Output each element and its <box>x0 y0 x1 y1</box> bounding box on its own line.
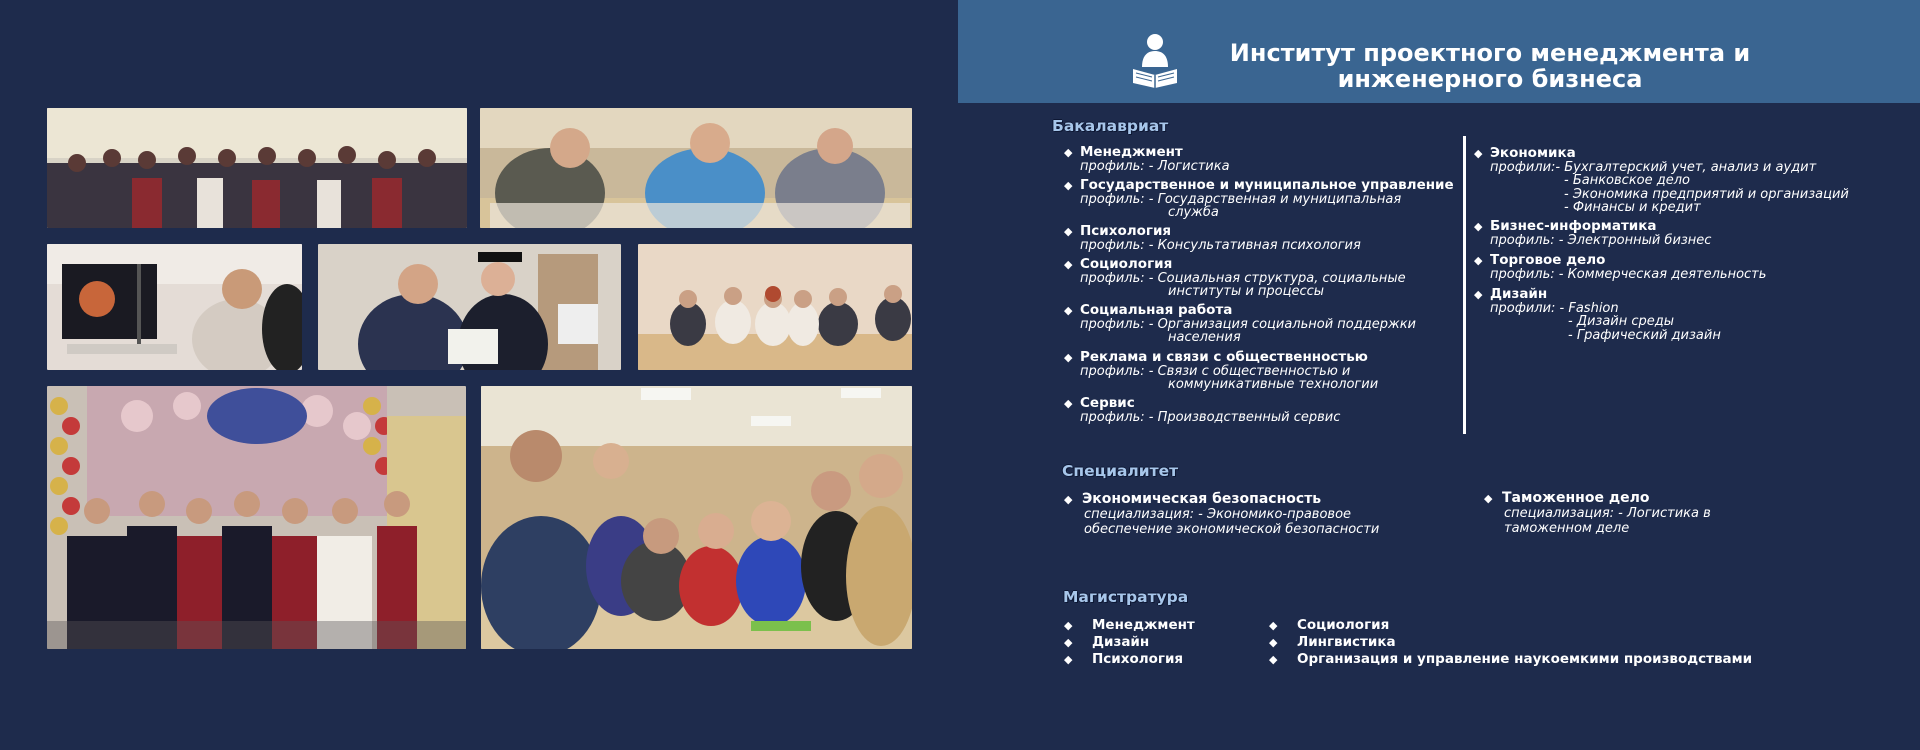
master-list-right <box>1269 617 1753 668</box>
bullet-icon: ◆ <box>1064 493 1073 506</box>
bullet-icon: ◆ <box>1474 254 1483 267</box>
master-item <box>1269 634 1752 651</box>
reading-student-icon <box>1130 33 1180 89</box>
section-title-specialist: Специалитет <box>1062 462 1179 480</box>
program-profile: профиль: - Государственная и муниципальная <box>1080 191 1402 207</box>
program-name: Менеджмент <box>1080 144 1183 160</box>
program-social-work <box>1064 302 1416 345</box>
program-profile: профиль: - Логистика <box>1080 158 1230 174</box>
program-profile: профили: - Fashion <box>1490 300 1619 316</box>
bullet-icon: ◆ <box>1064 179 1073 192</box>
program-profile-cont: служба <box>1168 205 1219 220</box>
program-name: Дизайн <box>1490 286 1548 302</box>
program-profile-cont: коммуникативные технологии <box>1168 377 1379 392</box>
program-customs <box>1484 490 1711 536</box>
program-economics <box>1474 145 1849 215</box>
program-trade <box>1474 252 1767 282</box>
program-name: Бизнес-информатика <box>1490 218 1657 234</box>
program-profile-cont: - Дизайн среды <box>1568 314 1675 329</box>
column-divider <box>1463 136 1466 434</box>
master-item-label: Организация и управление наукоемкими производствами <box>1297 651 1753 667</box>
section-title-master: Магистратура <box>1063 588 1189 606</box>
master-item <box>1064 617 1195 634</box>
master-item <box>1064 651 1195 668</box>
program-profile-cont: институты и процессы <box>1168 284 1325 299</box>
master-item-label: Психология <box>1092 651 1184 667</box>
program-service <box>1064 395 1341 425</box>
bullet-icon: ◆ <box>1474 147 1483 160</box>
bullet-icon: ◆ <box>1064 397 1073 410</box>
program-profile-cont: населения <box>1168 330 1241 345</box>
bullet-icon: ◆ <box>1064 351 1073 364</box>
program-name: Торговое дело <box>1490 252 1606 268</box>
program-name: Экономика <box>1490 145 1576 161</box>
program-name: Социальная работа <box>1080 302 1233 318</box>
program-state-management <box>1064 177 1454 220</box>
master-item-label: Менеджмент <box>1092 617 1195 633</box>
photo-group-graduates <box>47 108 467 228</box>
program-name: Таможенное дело <box>1502 490 1650 506</box>
bullet-icon: ◆ <box>1474 220 1483 233</box>
program-profile: профиль: - Организация социальной поддержки <box>1080 316 1416 332</box>
program-profile: профиль: - Связи с общественностью и <box>1080 363 1351 379</box>
bullet-icon: ◆ <box>1269 619 1278 632</box>
program-profile: профили:- Бухгалтерский учет, анализ и аудит <box>1490 159 1817 175</box>
program-specialization: специализация: - Экономико-правовое <box>1084 507 1352 522</box>
program-profile-cont: - Экономика предприятий и организаций <box>1564 186 1849 202</box>
bullet-icon: ◆ <box>1269 636 1278 649</box>
bullet-icon: ◆ <box>1064 304 1073 317</box>
program-profile: профиль: - Социальная структура, социальные <box>1080 270 1406 286</box>
program-specialization-cont: обеспечение экономической безопасности <box>1084 522 1380 537</box>
section-title-bachelor: Бакалавриат <box>1052 117 1169 135</box>
photo-graduate-diploma <box>318 244 621 370</box>
photo-students-group-work <box>481 386 912 649</box>
page-title <box>1190 40 1790 92</box>
program-name: Реклама и связи с общественностью <box>1080 349 1368 365</box>
master-item <box>1064 634 1195 651</box>
photo-students-writing <box>480 108 912 228</box>
master-list-left <box>1064 617 1195 668</box>
program-profile: профиль: - Производственный сервис <box>1080 409 1341 425</box>
bullet-icon: ◆ <box>1064 636 1073 649</box>
title-line-1: Институт проектного менеджмента и <box>1229 39 1751 67</box>
program-economic-security <box>1064 491 1380 537</box>
bullet-icon: ◆ <box>1474 288 1483 301</box>
program-sociology <box>1064 256 1406 299</box>
bullet-icon: ◆ <box>1064 653 1073 666</box>
program-design <box>1474 286 1721 343</box>
program-name: Социология <box>1080 256 1173 272</box>
bullet-icon: ◆ <box>1484 492 1493 505</box>
program-name: Экономическая безопасность <box>1082 491 1322 507</box>
photo-computer-class <box>47 244 302 370</box>
master-item <box>1269 651 1753 668</box>
bullet-icon: ◆ <box>1064 258 1073 271</box>
master-item-label: Социология <box>1297 617 1390 633</box>
program-management <box>1064 144 1230 174</box>
program-psychology <box>1064 223 1361 253</box>
program-profile: профиль: - Коммерческая деятельность <box>1490 266 1767 282</box>
bullet-icon: ◆ <box>1064 146 1073 159</box>
program-advertising-pr <box>1064 349 1379 392</box>
program-specialization: специализация: - Логистика в <box>1504 506 1711 521</box>
program-profile: профиль: - Электронный бизнес <box>1490 232 1712 248</box>
photo-lecture-hall <box>638 244 912 370</box>
bullet-icon: ◆ <box>1269 653 1278 666</box>
program-profile: профиль: - Консультативная психология <box>1080 237 1361 253</box>
program-business-informatics <box>1474 218 1712 248</box>
master-item-label: Дизайн <box>1092 634 1150 650</box>
program-profile-cont: - Финансы и кредит <box>1564 200 1701 215</box>
photo-graduation-ceremony <box>47 386 466 649</box>
program-name: Государственное и муниципальное управление <box>1080 177 1454 193</box>
master-item-label: Лингвистика <box>1297 634 1396 650</box>
program-name: Психология <box>1080 223 1172 239</box>
program-profile-cont: - Графический дизайн <box>1568 327 1721 343</box>
program-name: Сервис <box>1080 395 1135 411</box>
bullet-icon: ◆ <box>1064 225 1073 238</box>
program-profile-cont: - Банковское дело <box>1564 173 1691 188</box>
bullet-icon: ◆ <box>1064 619 1073 632</box>
program-specialization-cont: таможенном деле <box>1504 521 1630 536</box>
master-item <box>1269 617 1752 634</box>
title-line-2: инженерного бизнеса <box>1337 65 1643 93</box>
